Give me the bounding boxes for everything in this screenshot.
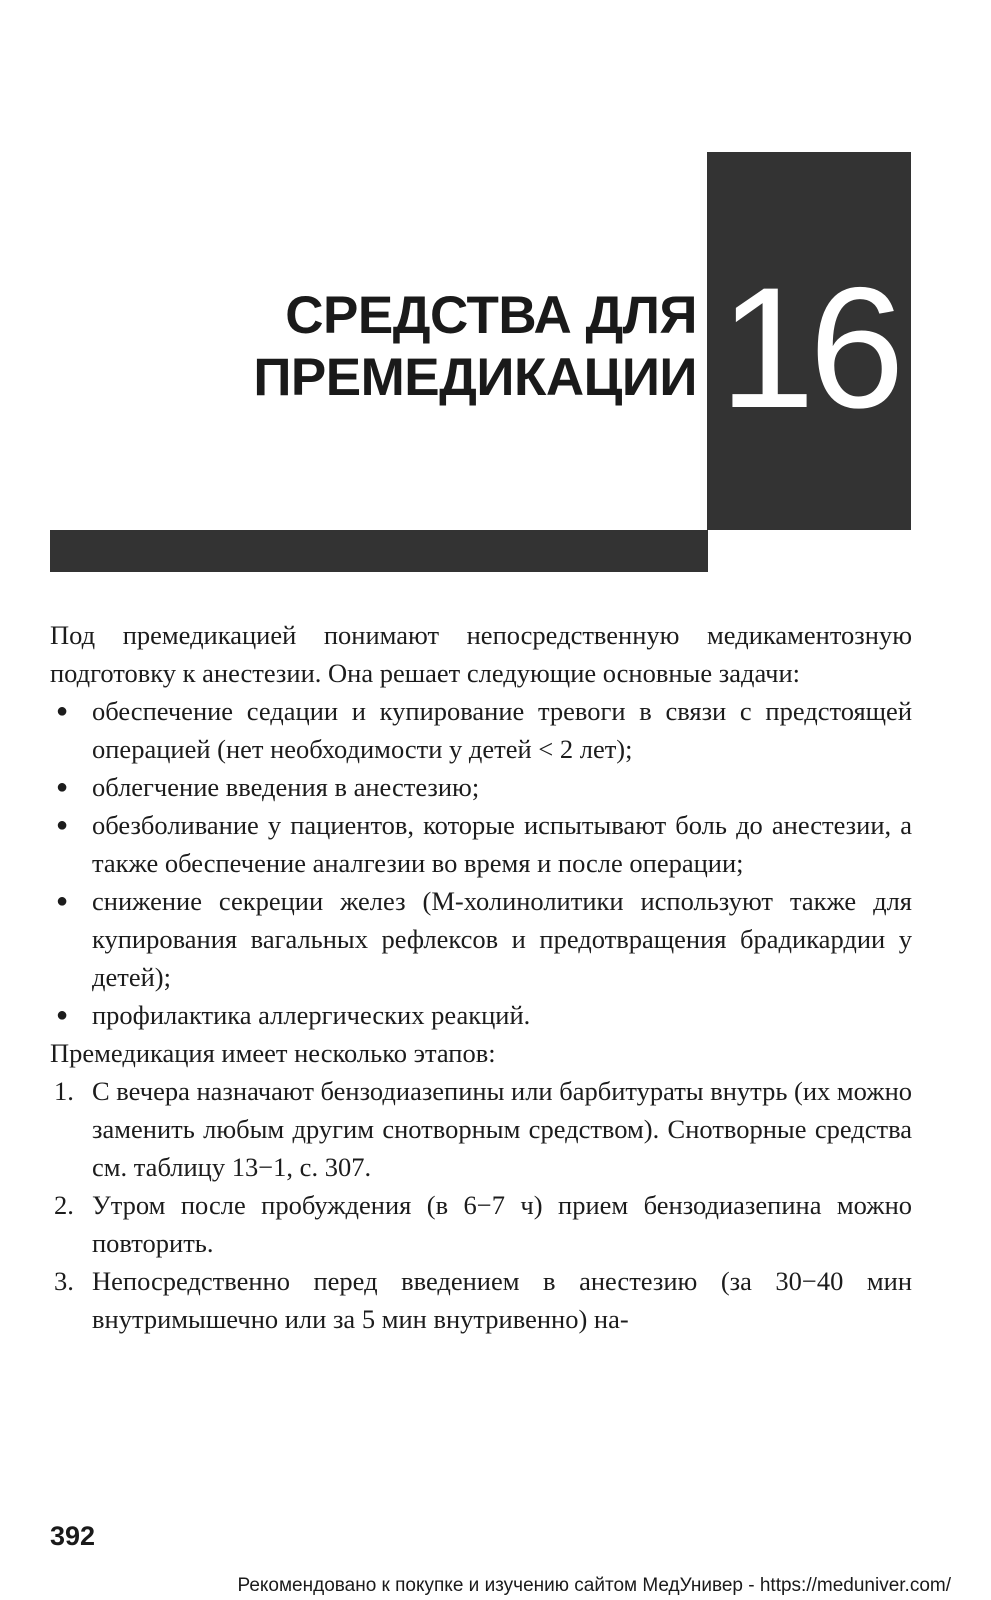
- bullet-icon: ●: [56, 890, 69, 912]
- list-item: [50, 882, 912, 996]
- list-item: [50, 1186, 912, 1262]
- chapter-number: 16: [719, 252, 899, 444]
- list-item-text: профилактика аллергических реакций.: [92, 1000, 531, 1030]
- chapter-title: [253, 285, 697, 409]
- list-item: [50, 768, 912, 806]
- title-underline-bar: [50, 530, 708, 572]
- task-list: [50, 692, 912, 1034]
- chapter-title-line-2: ПРЕМЕДИКАЦИИ: [253, 348, 697, 407]
- list-number: 1.: [54, 1076, 74, 1106]
- list-item: [50, 1262, 912, 1338]
- bullet-icon: ●: [56, 700, 69, 722]
- footer-note: Рекомендовано к покупке и изучению сайтом МедУнивер - https://meduniver.com/: [237, 1575, 951, 1596]
- list-item-text: С вечера назначают бензодиазепины или барбитураты внутрь (их можно заменить любым другим снотворным средством). Снотворные средства см. таблицу 13−1, с. 307.: [92, 1076, 913, 1182]
- bullet-icon: ●: [56, 1004, 69, 1026]
- list-item-text: Утром после пробуждения (в 6−7 ч) прием бензодиазепина можно повторить.: [92, 1190, 912, 1258]
- list-item-text: обеспечение седации и купирование тревоги в связи с предстоящей операцией (нет необходимости у детей < 2 лет);: [92, 696, 912, 764]
- bullet-icon: ●: [56, 776, 69, 798]
- list-item: [50, 806, 912, 882]
- list-item-text: Непосредственно перед введением в анестезию (за 30−40 мин внутримышечно или за 5 мин внутривенно) на-: [92, 1266, 912, 1334]
- intro-paragraph: Под премедикацией понимают непосредственную медикаментозную подготовку к анестезии. Она решает следующие основные задачи:: [50, 620, 912, 688]
- list-item: [50, 996, 912, 1034]
- bullet-icon: ●: [56, 814, 69, 836]
- chapter-title-line-1: СРЕДСТВА ДЛЯ: [285, 286, 697, 345]
- list-item: [50, 1072, 912, 1186]
- page-number: 392: [50, 1521, 96, 1551]
- stages-intro: Премедикация имеет несколько этапов:: [50, 1038, 496, 1068]
- list-number: 3.: [54, 1266, 74, 1296]
- list-number: 2.: [54, 1190, 74, 1220]
- list-item-text: снижение секреции желез (М-холинолитики используют также для купирования вагальных рефлексов и предотвращения брадикардии у детей);: [92, 886, 912, 992]
- chapter-body: [50, 616, 912, 1338]
- list-item: [50, 692, 912, 768]
- list-item-text: облегчение введения в анестезию;: [92, 772, 480, 802]
- stage-list: [50, 1072, 912, 1338]
- list-item-text: обезболивание у пациентов, которые испытывают боль до анестезии, а также обеспечение аналгезии во время и после операции;: [92, 810, 912, 878]
